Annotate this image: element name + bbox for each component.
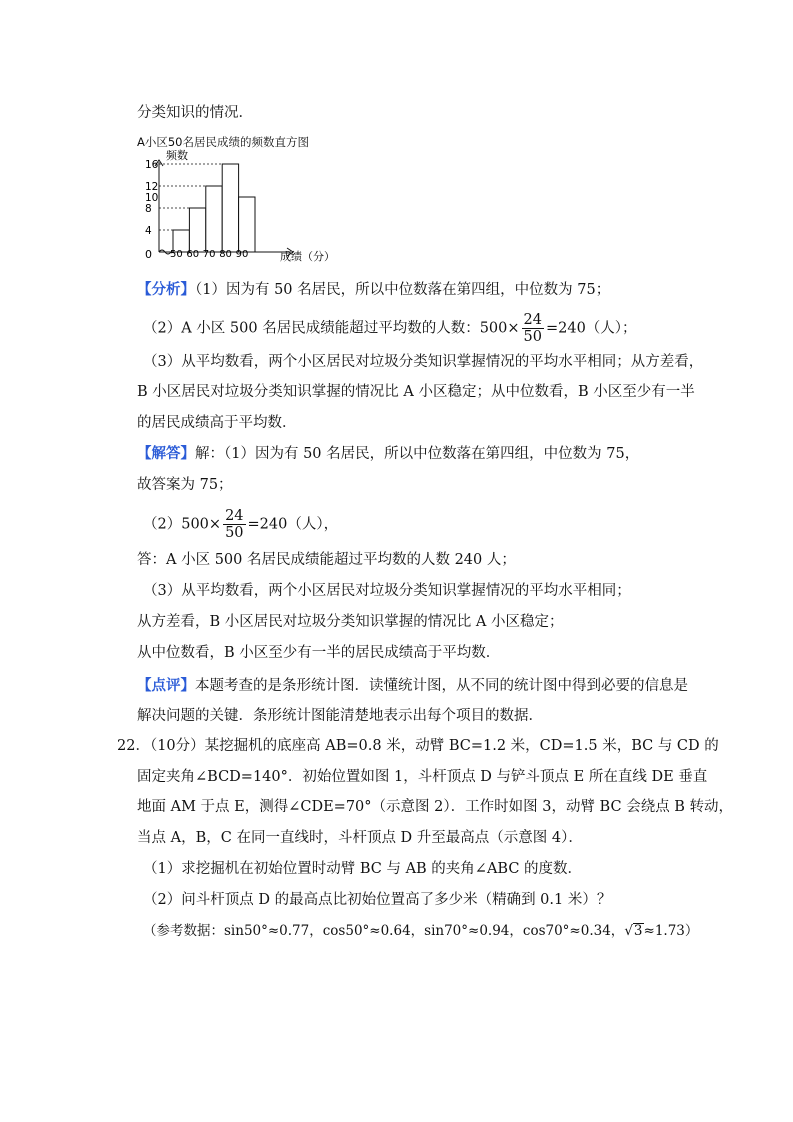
- comment-line2: 解决问题的关键．条形统计图能清楚地表示出每个项目的数据．: [137, 708, 543, 724]
- comment-tag: 【点评】: [137, 677, 195, 694]
- y-tick-label: 16: [145, 159, 159, 171]
- x-tick-label: 90: [235, 249, 249, 260]
- sqrt-sign: √: [624, 923, 633, 939]
- histogram-title: A小区50名居民成绩的频数直方图: [137, 135, 309, 149]
- analysis-p3-line3: 的居民成绩高于平均数．: [137, 415, 297, 431]
- y-axis-label: 频数: [166, 149, 188, 162]
- solution-line3: （2）500× $\frac{24}{50}$ =240（人），: [143, 508, 339, 541]
- comment-line1: 【点评】本题考查的是条形统计图．读懂统计图，从不同的统计图中得到必要的信息是: [137, 677, 688, 694]
- solution-tag: 【解答】: [137, 445, 195, 462]
- y-tick-label: 10: [145, 192, 159, 204]
- x-tick-label: 70: [202, 249, 216, 260]
- solution-line4: 答：A 小区 500 名居民成绩能超过平均数的人数 240 人；: [137, 552, 516, 568]
- y-tick-label: 4: [145, 225, 152, 237]
- analysis-p2: （2）A 小区 500 名居民成绩能超过平均数的人数：500× $\frac{24}{50}$ =240（人）；: [143, 312, 637, 345]
- solution-line5: （3）从平均数看，两个小区居民对垃圾分类知识掌握情况的平均水平相同；: [143, 583, 631, 599]
- x-tick-label: 80: [219, 249, 232, 260]
- analysis-p3-line1: （3）从平均数看，两个小区居民对垃圾分类知识掌握情况的平均水平相同；从方差看，: [143, 354, 704, 370]
- q22-reference-data: （参考数据：sin50°≈0.77，cos50°≈0.64，sin70°≈0.94，cos70°≈0.34，√3≈1.73）: [143, 923, 699, 939]
- histogram-bar: [222, 164, 238, 252]
- histogram-bar: [239, 197, 255, 252]
- q22-line3: 地面 AM 于点 E，测得∠CDE=70°（示意图 2）．工作时如图 3，动臂 BC 会绕点 B 转动，: [137, 799, 734, 815]
- fraction-24-50: $\frac{24}{50}$: [523, 312, 542, 345]
- analysis-p1: 【分析】（1）因为有 50 名居民，所以中位数落在第四组，中位数为 75；: [137, 281, 611, 298]
- q22-line4: 当点 A，B，C 在同一直线时，斗杆顶点 D 升至最高点（示意图 4）．: [137, 830, 583, 846]
- origin-label: 0: [145, 248, 152, 261]
- solution-line7: 从中位数看，B 小区至少有一半的居民成绩高于平均数．: [137, 645, 501, 661]
- intro-text: 分类知识的情况．: [137, 105, 253, 121]
- x-axis-label: 成绩（分）: [280, 250, 335, 263]
- fraction-24-50-b: $\frac{24}{50}$: [225, 508, 244, 541]
- histogram-chart: [137, 146, 337, 266]
- solution-line6: 从方差看，B 小区居民对垃圾分类知识掌握的情况比 A 小区稳定；: [137, 614, 564, 630]
- histogram-bars: [159, 164, 255, 252]
- y-tick-label: 8: [145, 203, 152, 215]
- x-tick-label: 50: [170, 249, 183, 260]
- x-tick-label: 60: [186, 249, 200, 260]
- analysis-tag: 【分析】: [137, 281, 195, 298]
- q22-part1: （1）求挖掘机在初始位置时动臂 BC 与 AB 的夹角∠ABC 的度数．: [143, 861, 583, 877]
- q22-line2: 固定夹角∠BCD=140°．初始位置如图 1，斗杆顶点 D 与铲斗顶点 E 所在直线 DE 垂直: [137, 769, 708, 785]
- analysis-p3-line2: B 小区居民对垃圾分类知识掌握的情况比 A 小区稳定；从中位数看，B 小区至少有一半: [137, 384, 695, 400]
- solution-line2: 故答案为 75；: [137, 477, 233, 493]
- histogram-bar: [189, 208, 205, 252]
- question-number: 22．: [117, 738, 150, 754]
- solution-line1: 【解答】解：（1）因为有 50 名居民，所以中位数落在第四组，中位数为 75，: [137, 445, 640, 462]
- histogram-bar: [206, 186, 222, 252]
- y-tick-label: 12: [145, 181, 159, 193]
- q22-line1: 22．（10分）某挖掘机的底座高 AB=0.8 米，动臂 BC=1.2 米，CD=1.5 米，BC 与 CD 的: [117, 738, 719, 754]
- q22-part2: （2）问斗杆顶点 D 的最高点比初始位置高了多少米（精确到 0.1 米）？: [143, 892, 612, 908]
